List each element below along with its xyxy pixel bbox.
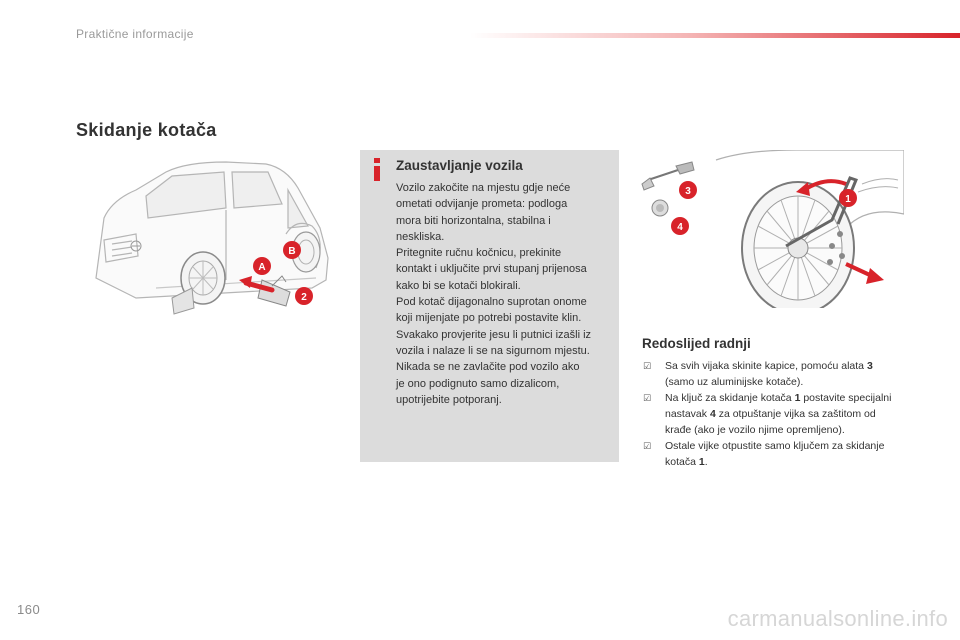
bullet-icon: ☑ (643, 393, 652, 403)
info-icon (370, 156, 384, 182)
bullet-icon: ☑ (643, 361, 652, 371)
wheel-wrench-illustration (636, 150, 904, 308)
procedure-step: ☑ Sa svih vijaka skinite kapice, pomoću alata 3 (samo uz aluminijske kotače). (643, 360, 873, 388)
callout-3: 3 (685, 186, 691, 197)
procedure-step: ☑ Na ključ za skidanje kotača 1 postavite specijalni nastavak 4 za otpuštanje vijka sa zaštitom od krađe (ako je vozilo njime opremljeno). (643, 392, 892, 436)
info-box-text: Vozilo zakočite na mjestu gdje neće ometati odvijanje prometa: podloga mora biti horizontalna, stabilna i neskliska. Pritegnite ručnu kočnicu, prekinite kontakt i uključite prvi stupanj prijenosa kako bi se kotači blokirali. Pod kotač dijagonalno suprotan onome koji mijenjate po potrebi postavite klin. Svakako provjerite jesu li putnici izašli iz vozila i nalaze li se na sigurnom mjestu. Nikada se ne zavlačite pod vozilo ako je ono podignuto samo dizalicom, upotrijebite potporanj. (396, 182, 592, 406)
header-section-title: Praktične informacije (76, 27, 194, 41)
bullet-icon: ☑ (643, 441, 652, 451)
info-box-title: Zaustavljanje vozila (396, 158, 523, 173)
procedure-steps (640, 358, 896, 470)
procedure-title: Redoslijed radnji (642, 336, 751, 351)
procedure-step: ☑ Ostale vijke otpustite samo ključem za skidanje kotača 1. (643, 440, 885, 468)
callout-a: A (258, 262, 266, 273)
callout-2: 2 (301, 292, 307, 303)
callout-b: B (288, 246, 296, 257)
callout-1: 1 (845, 194, 851, 205)
header-accent-bar (470, 33, 960, 38)
car-jack-illustration (76, 148, 336, 324)
page-title: Skidanje kotača (76, 120, 217, 140)
callout-4: 4 (677, 222, 683, 233)
page-number: 160 (17, 602, 41, 617)
info-box (360, 150, 619, 462)
watermark: carmanualsonline.info (727, 606, 948, 631)
